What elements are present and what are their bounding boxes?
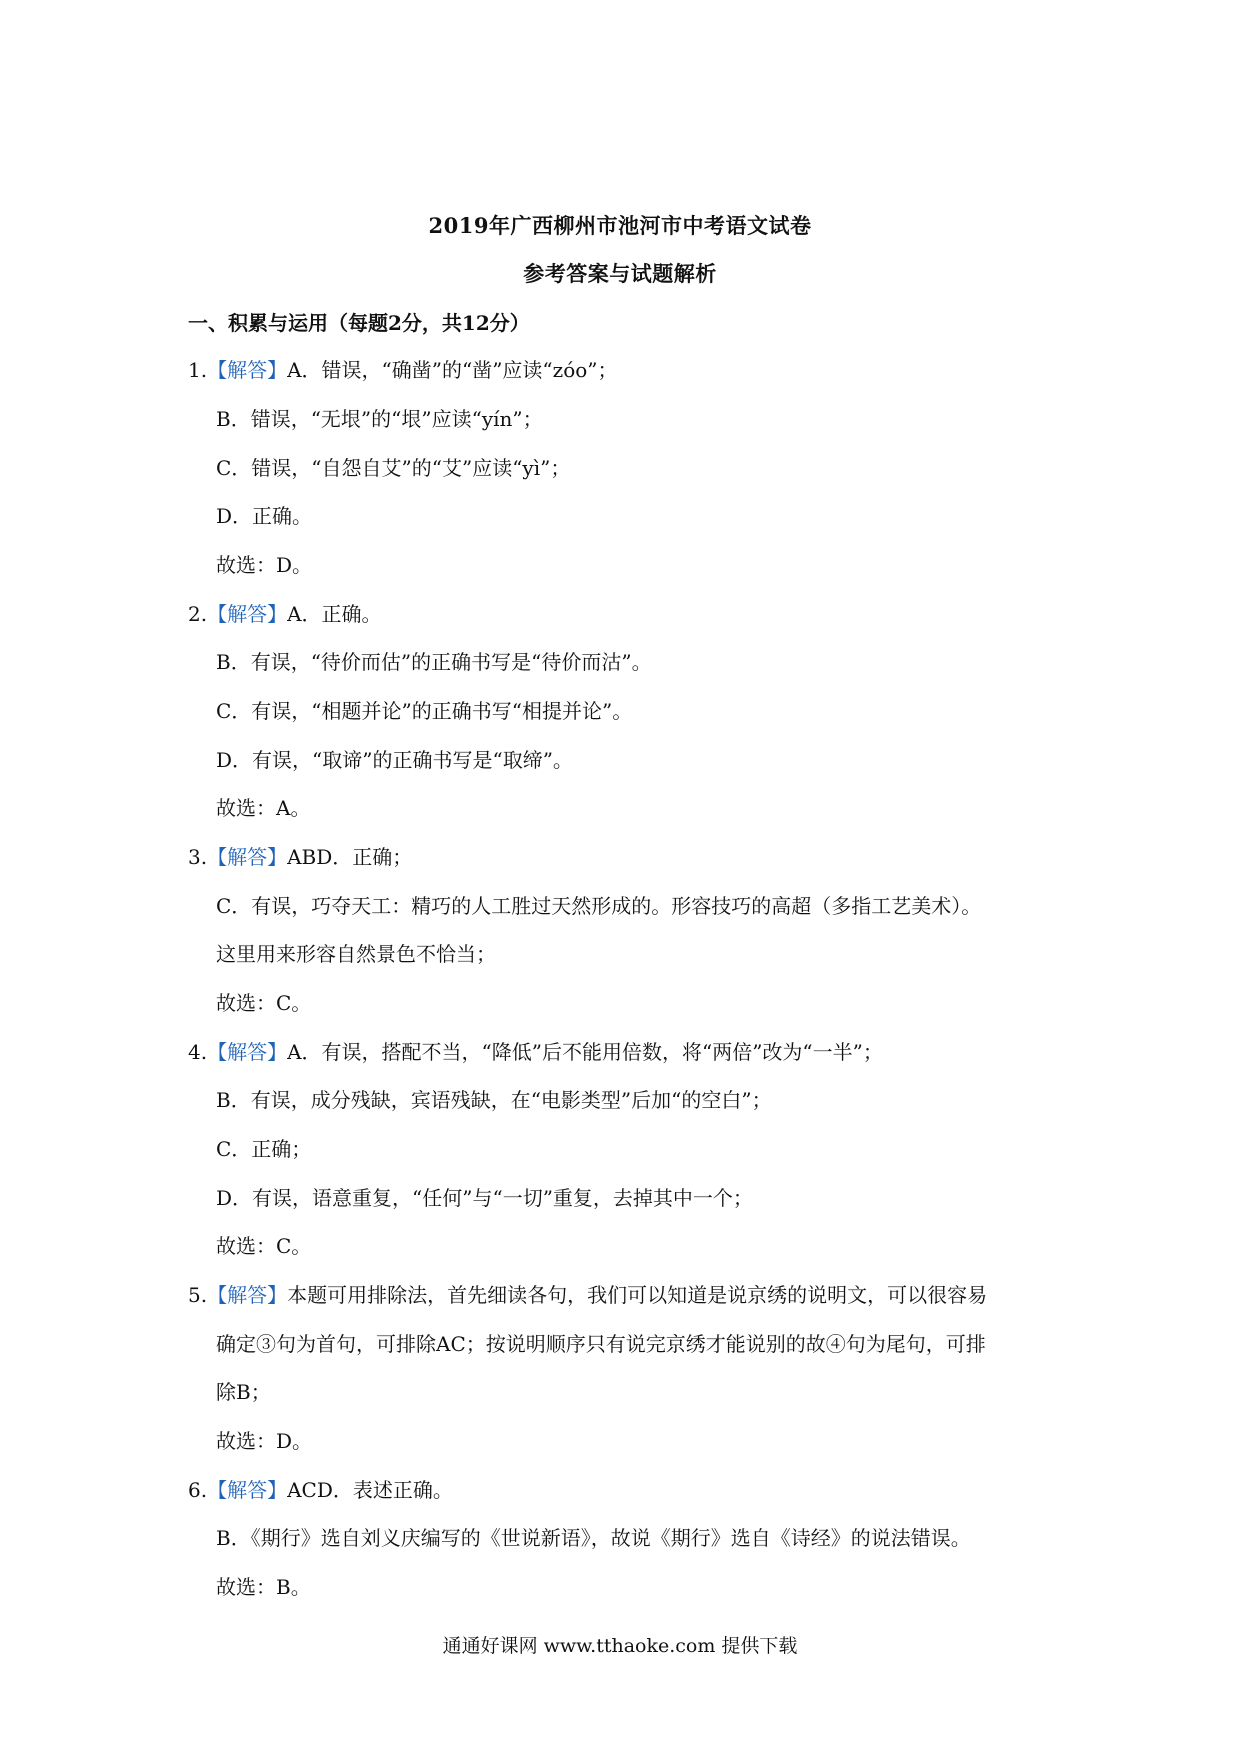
question-number: 6. [188,1478,208,1502]
question-number: 4. [188,1040,208,1064]
page-footer: 通通好课网 www.tthaoke.com 提供下载 [442,1635,798,1657]
answer-tag: 【解答】 [207,1478,288,1502]
answer-line: B．错误，“无垠”的“垠”应读“yín”； [216,407,543,431]
answer-line: D．有误，语意重复，“任何”与“一切”重复，去掉其中一个； [216,1186,753,1210]
question-number: 3. [188,845,208,869]
section-heading: 一、积累与运用（每题2分，共12分） [188,311,530,335]
question-6-first-line [188,1476,453,1504]
answer-text: A．有误，搭配不当，“降低”后不能用倍数，将“两倍”改为“一半”； [287,1040,883,1064]
answer-tag: 【解答】 [207,845,288,869]
answer-line: D．有误，“取谛”的正确书写是“取缔”。 [216,748,573,772]
answer-line: D．正确。 [216,504,313,528]
answer-line: C．正确； [216,1137,312,1161]
question-2-first-line [188,600,382,628]
question-1-first-line [188,356,618,384]
answer-text: A．错误，“确凿”的“凿”应读“zóo”； [287,358,618,382]
answer-text: A．正确。 [287,602,382,626]
answer-line: C．有误，“相题并论”的正确书写“相提并论”。 [216,699,633,723]
answer-line: 确定③句为首句，可排除AC；按说明顺序只有说完京绣才能说别的故④句为尾句，可排 [216,1332,986,1356]
page-subtitle: 参考答案与试题解析 [523,261,717,286]
answer-choice-line: 故选：D。 [216,1429,313,1453]
answer-choice-line: 故选：D。 [216,553,313,577]
question-number: 5. [188,1283,208,1307]
question-3-first-line [188,843,412,871]
answer-tag: 【解答】 [207,358,288,382]
answer-text: ACD．表述正确。 [287,1478,453,1502]
question-4-first-line [188,1038,883,1066]
answer-choice-line: 故选：C。 [216,991,312,1015]
answer-choice-line: 故选：B。 [216,1575,311,1599]
answer-line: 除B； [216,1380,271,1404]
answer-line: B．有误，成分残缺，宾语残缺，在“电影类型”后加“的空白”； [216,1088,772,1112]
question-number: 2. [188,602,208,626]
answer-text: ABD．正确； [287,845,413,869]
answer-tag: 【解答】 [207,602,288,626]
answer-line: C．错误，“自怨自艾”的“艾”应读“yì”； [216,456,571,480]
page-title: 2019年广西柳州市池河市中考语文试卷 [428,213,812,238]
question-number: 1. [188,358,208,382]
question-5-first-line [188,1281,987,1309]
answer-tag: 【解答】 [207,1040,288,1064]
answer-line: B．《期行》选自刘义庆编写的《世说新语》，故说《期行》选自《诗经》的说法错误。 [216,1526,971,1550]
answer-tag: 【解答】 [207,1283,288,1307]
answer-choice-line: 故选：C。 [216,1234,312,1258]
answer-line: 这里用来形容自然景色不恰当； [216,942,496,966]
answer-line: C．有误，巧夺天工：精巧的人工胜过天然形成的。形容技巧的高超（多指工艺美术）。 [216,894,982,918]
answer-choice-line: 故选：A。 [216,796,311,820]
answer-line: B．有误，“待价而估”的正确书写是“待价而沽”。 [216,650,652,674]
answer-text: 本题可用排除法，首先细读各句，我们可以知道是说京绣的说明文，可以很容易 [287,1283,988,1307]
